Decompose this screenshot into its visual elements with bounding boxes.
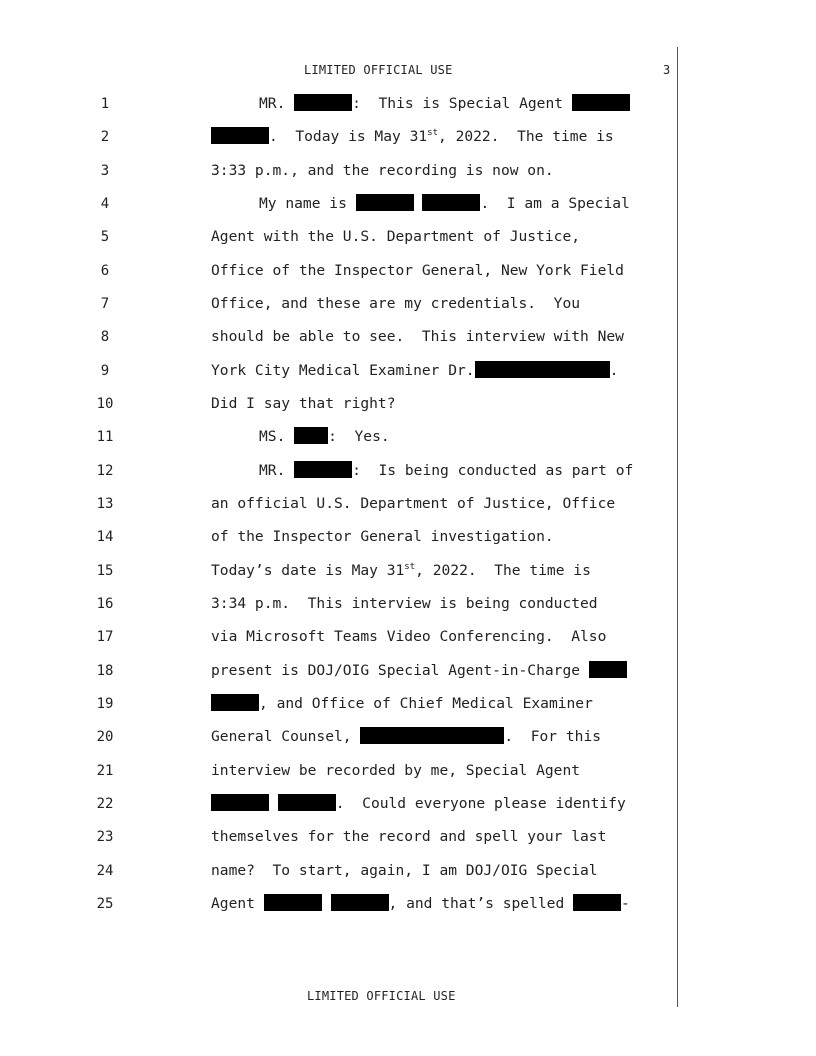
line-number: 2: [100, 129, 110, 145]
line-text: MR. : This is Special Agent: [259, 94, 630, 114]
transcript-line: [0, 361, 816, 381]
line-number: 20: [96, 729, 114, 745]
transcript-line: [0, 794, 816, 814]
line-number: 8: [100, 329, 110, 345]
line-number: 22: [96, 796, 114, 812]
line-number: 7: [100, 296, 110, 312]
redaction-block: [360, 727, 504, 744]
line-text: an official U.S. Department of Justice, Office: [211, 495, 616, 512]
page-number: 3: [663, 63, 671, 77]
transcript-line: [0, 594, 816, 614]
line-number: 10: [96, 396, 114, 412]
redaction-block: [294, 461, 352, 478]
redaction-block: [264, 894, 322, 911]
redaction-block: [211, 794, 269, 811]
line-number: 18: [96, 663, 114, 679]
transcript-line: [0, 294, 816, 314]
redaction-block: [356, 194, 414, 211]
transcript-line: [0, 894, 816, 914]
redaction-block: [211, 694, 259, 711]
line-text: , and Office of Chief Medical Examiner: [211, 694, 593, 714]
transcript-line: [0, 761, 816, 781]
line-number: 6: [100, 263, 110, 279]
transcript-line: [0, 527, 816, 547]
line-number: 21: [96, 763, 114, 779]
transcript-line: [0, 561, 816, 581]
redaction-block: [211, 127, 269, 144]
transcript-line: [0, 94, 816, 114]
redaction-block: [294, 94, 352, 111]
line-text: of the Inspector General investigation.: [211, 528, 554, 545]
transcript-line: [0, 494, 816, 514]
line-number: 12: [96, 463, 114, 479]
line-text: Today’s date is May 31st, 2022. The time is: [211, 562, 591, 579]
line-text: present is DOJ/OIG Special Agent-in-Charge: [211, 661, 627, 681]
redaction-block: [589, 661, 627, 678]
transcript-line: [0, 727, 816, 747]
line-number: 11: [96, 429, 114, 445]
line-number: 4: [100, 196, 110, 212]
transcript-line: [0, 694, 816, 714]
line-number: 25: [96, 896, 114, 912]
redaction-block: [572, 94, 630, 111]
transcript-line: [0, 861, 816, 881]
transcript-line: [0, 661, 816, 681]
line-number: 24: [96, 863, 114, 879]
redaction-block: [278, 794, 336, 811]
line-text: Office of the Inspector General, New York Field: [211, 262, 624, 279]
line-number: 23: [96, 829, 114, 845]
redaction-block: [422, 194, 480, 211]
line-number: 3: [100, 163, 110, 179]
line-text: My name is . I am a Special: [259, 195, 630, 212]
transcript-line: [0, 161, 816, 181]
transcript-line: [0, 627, 816, 647]
line-number: 13: [96, 496, 114, 512]
line-text: themselves for the record and spell your last: [211, 828, 607, 845]
transcript-line: [0, 261, 816, 281]
line-text: . Today is May 31st, 2022. The time is: [211, 127, 614, 147]
line-text: York City Medical Examiner Dr. .: [211, 362, 619, 379]
line-number: 1: [100, 96, 110, 112]
line-number: 19: [96, 696, 114, 712]
transcript-line: [0, 394, 816, 414]
transcript-line: [0, 227, 816, 247]
transcript-line: [0, 827, 816, 847]
header: LIMITED OFFICIAL USE: [304, 63, 453, 77]
line-text: MR. : Is being conducted as part of: [259, 462, 634, 479]
line-text: via Microsoft Teams Video Conferencing. Also: [211, 628, 607, 645]
transcript-line: [0, 327, 816, 347]
line-number: 14: [96, 529, 114, 545]
line-text: 3:33 p.m., and the recording is now on.: [211, 162, 554, 179]
line-number: 15: [96, 563, 114, 579]
line-text: interview be recorded by me, Special Agent: [211, 762, 581, 779]
line-text: Office, and these are my credentials. You: [211, 295, 581, 312]
footer: LIMITED OFFICIAL USE: [307, 989, 456, 1003]
redaction-block: [573, 894, 621, 911]
line-text: should be able to see. This interview with New: [211, 328, 624, 345]
transcript-line: [0, 461, 816, 481]
redaction-block: [331, 894, 389, 911]
line-text: Did I say that right?: [211, 395, 396, 412]
line-text: Agent , and that’s spelled -: [211, 895, 630, 912]
line-text: MS. : Yes.: [259, 428, 390, 445]
line-text: . Could everyone please identify: [211, 794, 626, 814]
line-number: 16: [96, 596, 114, 612]
line-text: General Counsel, . For this: [211, 728, 602, 745]
transcript-line: [0, 127, 816, 147]
transcript-line: [0, 194, 816, 214]
line-text: Agent with the U.S. Department of Justice,: [211, 228, 581, 245]
line-text: 3:34 p.m. This interview is being conducted: [211, 595, 598, 612]
line-text: name? To start, again, I am DOJ/OIG Special: [211, 862, 598, 879]
line-number: 5: [100, 229, 110, 245]
line-number: 9: [100, 363, 110, 379]
redaction-block: [294, 427, 328, 444]
line-number: 17: [96, 629, 114, 645]
transcript-line: [0, 427, 816, 447]
redaction-block: [475, 361, 610, 378]
